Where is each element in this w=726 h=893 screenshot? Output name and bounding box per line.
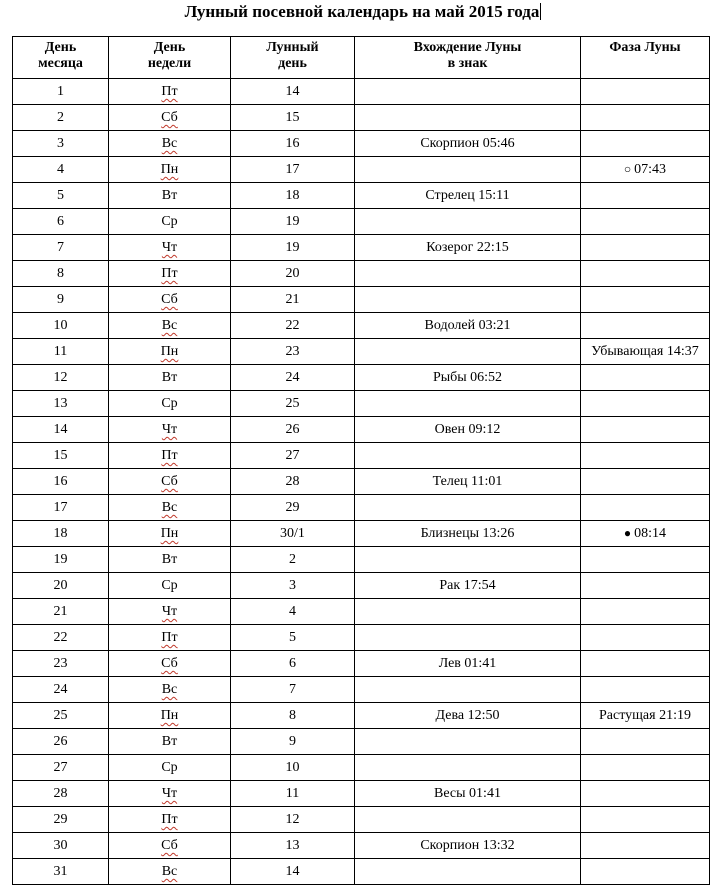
cell-weekday: Пт <box>109 261 231 287</box>
document-title <box>0 2 726 22</box>
cell-day: 16 <box>13 469 109 495</box>
cell-lunar-day: 20 <box>231 261 355 287</box>
table-row <box>13 755 710 781</box>
cell-day: 18 <box>13 521 109 547</box>
cell-moon-sign: Стрелец 15:11 <box>355 183 581 209</box>
table-row <box>13 651 710 677</box>
table-row <box>13 547 710 573</box>
cell-day: 24 <box>13 677 109 703</box>
cell-moon-sign <box>355 209 581 235</box>
cell-weekday: Сб <box>109 651 231 677</box>
cell-day: 30 <box>13 833 109 859</box>
cell-lunar-day: 22 <box>231 313 355 339</box>
table-row <box>13 443 710 469</box>
table-row <box>13 235 710 261</box>
cell-moon-phase <box>581 573 710 599</box>
cell-moon-phase <box>581 625 710 651</box>
cell-lunar-day: 11 <box>231 781 355 807</box>
cell-moon-phase <box>581 417 710 443</box>
cell-lunar-day: 27 <box>231 443 355 469</box>
cell-day: 31 <box>13 859 109 885</box>
cell-moon-sign <box>355 157 581 183</box>
cell-weekday: Пт <box>109 443 231 469</box>
cell-moon-phase <box>581 469 710 495</box>
cell-day: 5 <box>13 183 109 209</box>
cell-lunar-day: 30/1 <box>231 521 355 547</box>
cell-moon-phase: ○ 07:43 <box>581 157 710 183</box>
cell-moon-sign <box>355 391 581 417</box>
title-text: Лунный посевной календарь на май 2015 года <box>184 2 540 21</box>
header-day-of-week: День недели <box>109 37 231 79</box>
cell-moon-sign: Скорпион 13:32 <box>355 833 581 859</box>
cell-weekday: Вс <box>109 495 231 521</box>
cell-lunar-day: 21 <box>231 287 355 313</box>
cell-lunar-day: 3 <box>231 573 355 599</box>
full-moon-icon: ○ <box>623 162 632 176</box>
cell-day: 8 <box>13 261 109 287</box>
cell-moon-sign: Дева 12:50 <box>355 703 581 729</box>
table-row <box>13 677 710 703</box>
table-row <box>13 105 710 131</box>
cell-weekday: Вт <box>109 183 231 209</box>
cell-moon-phase <box>581 833 710 859</box>
cell-day: 3 <box>13 131 109 157</box>
cell-lunar-day: 12 <box>231 807 355 833</box>
cell-moon-sign: Телец 11:01 <box>355 469 581 495</box>
cell-weekday: Вс <box>109 131 231 157</box>
header-moon-phase: Фаза Луны <box>581 37 710 79</box>
cell-moon-sign <box>355 599 581 625</box>
cell-weekday: Вт <box>109 729 231 755</box>
cell-moon-sign <box>355 807 581 833</box>
table-row <box>13 495 710 521</box>
cell-lunar-day: 8 <box>231 703 355 729</box>
cell-lunar-day: 4 <box>231 599 355 625</box>
cell-moon-phase <box>581 209 710 235</box>
cell-moon-sign <box>355 443 581 469</box>
table-row <box>13 625 710 651</box>
cell-moon-phase: Растущая 21:19 <box>581 703 710 729</box>
cell-moon-phase <box>581 807 710 833</box>
cell-moon-sign <box>355 287 581 313</box>
cell-moon-phase <box>581 365 710 391</box>
cell-moon-phase <box>581 651 710 677</box>
cell-moon-phase <box>581 547 710 573</box>
cell-moon-sign: Весы 01:41 <box>355 781 581 807</box>
lunar-calendar-table <box>12 36 710 885</box>
table-row <box>13 417 710 443</box>
table-body <box>13 79 710 885</box>
cell-lunar-day: 10 <box>231 755 355 781</box>
cell-moon-phase <box>581 235 710 261</box>
cell-moon-sign <box>355 755 581 781</box>
cell-lunar-day: 5 <box>231 625 355 651</box>
table-row <box>13 573 710 599</box>
cell-lunar-day: 24 <box>231 365 355 391</box>
cell-lunar-day: 14 <box>231 859 355 885</box>
cell-lunar-day: 19 <box>231 235 355 261</box>
cell-day: 2 <box>13 105 109 131</box>
cell-day: 19 <box>13 547 109 573</box>
cell-day: 11 <box>13 339 109 365</box>
cell-moon-sign <box>355 261 581 287</box>
cell-lunar-day: 28 <box>231 469 355 495</box>
cell-day: 14 <box>13 417 109 443</box>
cell-day: 13 <box>13 391 109 417</box>
cell-day: 10 <box>13 313 109 339</box>
cell-weekday: Чт <box>109 417 231 443</box>
cell-moon-phase: Убывающая 14:37 <box>581 339 710 365</box>
cell-day: 7 <box>13 235 109 261</box>
cell-moon-phase <box>581 495 710 521</box>
cell-day: 25 <box>13 703 109 729</box>
cell-weekday: Вс <box>109 677 231 703</box>
cell-moon-sign: Рак 17:54 <box>355 573 581 599</box>
table-row <box>13 287 710 313</box>
cell-weekday: Сб <box>109 469 231 495</box>
table-row <box>13 365 710 391</box>
cell-day: 9 <box>13 287 109 313</box>
cell-lunar-day: 26 <box>231 417 355 443</box>
table-row <box>13 131 710 157</box>
cell-moon-sign: Козерог 22:15 <box>355 235 581 261</box>
cell-day: 17 <box>13 495 109 521</box>
cell-moon-sign <box>355 677 581 703</box>
cell-day: 28 <box>13 781 109 807</box>
table-row <box>13 729 710 755</box>
cell-lunar-day: 2 <box>231 547 355 573</box>
cell-lunar-day: 7 <box>231 677 355 703</box>
cell-day: 23 <box>13 651 109 677</box>
cell-weekday: Ср <box>109 209 231 235</box>
cell-day: 15 <box>13 443 109 469</box>
table-row <box>13 157 710 183</box>
table-row <box>13 209 710 235</box>
cell-moon-sign <box>355 495 581 521</box>
cell-day: 26 <box>13 729 109 755</box>
cell-weekday: Ср <box>109 391 231 417</box>
cell-lunar-day: 23 <box>231 339 355 365</box>
cell-weekday: Пт <box>109 807 231 833</box>
cell-moon-phase <box>581 313 710 339</box>
cell-moon-phase: ● 08:14 <box>581 521 710 547</box>
cell-weekday: Пн <box>109 157 231 183</box>
cell-day: 29 <box>13 807 109 833</box>
cell-weekday: Вс <box>109 313 231 339</box>
cell-moon-sign <box>355 339 581 365</box>
cell-weekday: Пн <box>109 703 231 729</box>
cell-lunar-day: 9 <box>231 729 355 755</box>
table-row <box>13 339 710 365</box>
table-row <box>13 807 710 833</box>
table-row <box>13 313 710 339</box>
new-moon-icon: ● <box>623 526 632 540</box>
cell-lunar-day: 25 <box>231 391 355 417</box>
table-row <box>13 703 710 729</box>
cell-lunar-day: 29 <box>231 495 355 521</box>
cell-weekday: Ср <box>109 573 231 599</box>
table-row <box>13 781 710 807</box>
cell-moon-phase <box>581 599 710 625</box>
cell-moon-phase <box>581 183 710 209</box>
cell-weekday: Вт <box>109 365 231 391</box>
cell-weekday: Вс <box>109 859 231 885</box>
cell-lunar-day: 16 <box>231 131 355 157</box>
cell-lunar-day: 15 <box>231 105 355 131</box>
cell-weekday: Ср <box>109 755 231 781</box>
table-row <box>13 521 710 547</box>
table-header <box>13 37 710 79</box>
cell-moon-sign: Лев 01:41 <box>355 651 581 677</box>
cell-moon-phase <box>581 677 710 703</box>
cell-weekday: Сб <box>109 287 231 313</box>
table-row <box>13 183 710 209</box>
cell-weekday: Сб <box>109 105 231 131</box>
cell-moon-phase <box>581 755 710 781</box>
table-row <box>13 261 710 287</box>
cell-lunar-day: 17 <box>231 157 355 183</box>
cell-moon-sign: Овен 09:12 <box>355 417 581 443</box>
table-row <box>13 833 710 859</box>
cell-moon-phase <box>581 859 710 885</box>
cell-weekday: Пн <box>109 339 231 365</box>
cell-weekday: Пн <box>109 521 231 547</box>
cell-moon-sign: Близнецы 13:26 <box>355 521 581 547</box>
cell-day: 27 <box>13 755 109 781</box>
cell-moon-sign: Скорпион 05:46 <box>355 131 581 157</box>
cell-weekday: Чт <box>109 235 231 261</box>
cell-day: 22 <box>13 625 109 651</box>
cell-moon-phase <box>581 79 710 105</box>
table-row <box>13 599 710 625</box>
cell-moon-phase <box>581 261 710 287</box>
cell-moon-sign: Рыбы 06:52 <box>355 365 581 391</box>
table-row <box>13 79 710 105</box>
table-row <box>13 859 710 885</box>
cell-lunar-day: 19 <box>231 209 355 235</box>
header-day-of-month: День месяца <box>13 37 109 79</box>
cell-lunar-day: 18 <box>231 183 355 209</box>
cell-lunar-day: 6 <box>231 651 355 677</box>
text-cursor <box>540 3 541 20</box>
header-row <box>13 37 710 79</box>
cell-weekday: Чт <box>109 781 231 807</box>
cell-moon-sign <box>355 729 581 755</box>
cell-weekday: Пт <box>109 79 231 105</box>
cell-moon-phase <box>581 287 710 313</box>
cell-moon-sign <box>355 859 581 885</box>
header-lunar-day: Лунный день <box>231 37 355 79</box>
cell-moon-phase <box>581 443 710 469</box>
cell-day: 4 <box>13 157 109 183</box>
cell-moon-sign <box>355 625 581 651</box>
cell-moon-phase <box>581 729 710 755</box>
cell-moon-sign <box>355 105 581 131</box>
cell-weekday: Сб <box>109 833 231 859</box>
cell-weekday: Пт <box>109 625 231 651</box>
cell-lunar-day: 14 <box>231 79 355 105</box>
cell-weekday: Вт <box>109 547 231 573</box>
cell-moon-phase <box>581 131 710 157</box>
cell-day: 21 <box>13 599 109 625</box>
cell-moon-phase <box>581 391 710 417</box>
cell-moon-phase <box>581 781 710 807</box>
cell-moon-phase <box>581 105 710 131</box>
table-row <box>13 391 710 417</box>
cell-day: 12 <box>13 365 109 391</box>
cell-weekday: Чт <box>109 599 231 625</box>
cell-moon-sign <box>355 547 581 573</box>
cell-day: 1 <box>13 79 109 105</box>
cell-moon-sign <box>355 79 581 105</box>
header-moon-sign: Вхождение Луны в знак <box>355 37 581 79</box>
table-row <box>13 469 710 495</box>
cell-lunar-day: 13 <box>231 833 355 859</box>
cell-moon-sign: Водолей 03:21 <box>355 313 581 339</box>
cell-day: 20 <box>13 573 109 599</box>
cell-day: 6 <box>13 209 109 235</box>
